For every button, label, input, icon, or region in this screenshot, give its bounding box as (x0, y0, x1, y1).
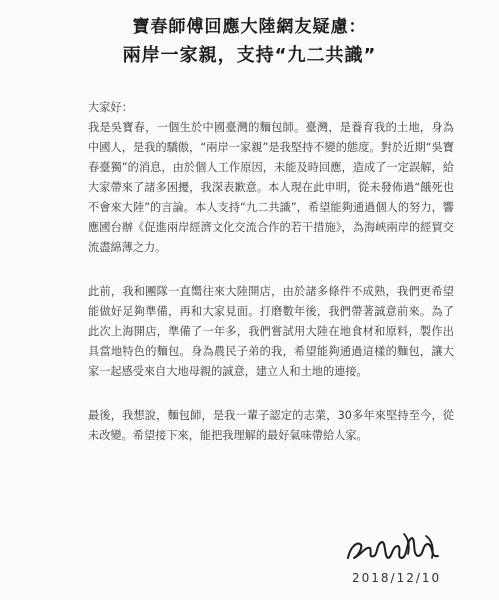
paragraph-2: 此前，我和團隊一直嚮往來大陸開店，由於諸多條件不成熟，我們更希望能做好足夠準備，再和大家見面。打磨數年後，我們帶著誠意前來。為了此次上海開店，準備了一年多，我們嘗試用大陸在地食材和原料，製作出具當地特色的麵包。身為農民子弟的我，希望能夠通過這樣的麵包，讓大家一起感受來自大地母親的誠意，建立人和土地的連接。 (88, 285, 454, 378)
paragraph-1: 我是吳寶春，一個生於中國臺灣的麵包師。臺灣，是養育我的土地，身為中國人，是我的驕傲，“兩岸一家親”是我堅持不變的態度。對於近期“吳寶春臺獨”的消息，由於個人工作原因，未能及時回應，造成了一定誤解，給大家帶來了諸多困擾，我深表歉意。本人現在此申明，從未發佈過“餓死也不會來大陸”的言論。本人支持“九二共識”，希望能夠通過個人的努力，響應國台辦《促進兩岸經濟文化交流合作的若干措施》，為海峽兩岸的經貿交流盡綿薄之力。 (88, 121, 454, 254)
paragraph-3: 最後，我想說，麵包師，是我一輩子認定的志業，30多年來堅持至今，從未改變。希望接下來，能把我理解的最好氣味帶給人家。 (88, 409, 454, 442)
title-line-1: 寶春師傅回應大陸網友疑慮： (132, 17, 367, 37)
greeting: 大家好： (88, 101, 133, 114)
title-line-2: 兩岸一家親，支持“九二共識” (122, 45, 377, 66)
statement-body (88, 98, 454, 446)
date: 2018/12/10 (352, 571, 442, 585)
handwritten-signature (342, 528, 452, 568)
